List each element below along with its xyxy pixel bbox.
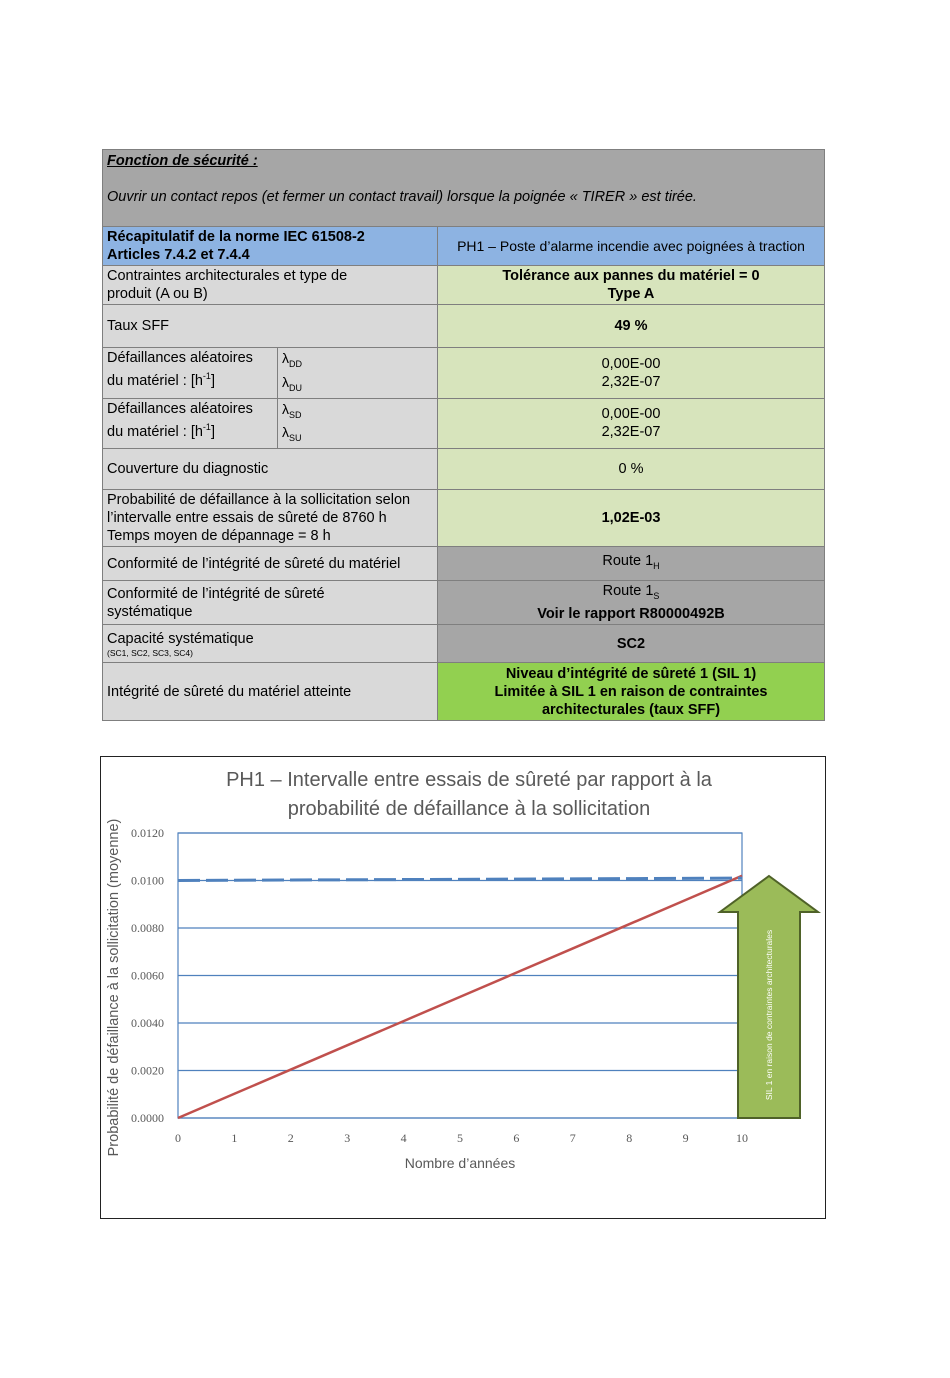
x-tick-label: 2	[287, 1131, 294, 1145]
integrite-label: Intégrité de sûreté du matériel atteinte	[103, 663, 438, 721]
probabilite-line1: Probabilité de défaillance à la sollicitation selon	[107, 492, 411, 509]
lambda-dd-value: 0,00E-00	[601, 355, 661, 372]
conformite-systematique-value	[438, 581, 825, 625]
lambda-su-value: 2,32E-07	[601, 424, 661, 441]
defaillances-s-value	[438, 398, 825, 449]
function-description-cell	[103, 150, 825, 227]
lambda-sd-value: 0,00E-00	[601, 406, 661, 423]
y-tick-label: 0.0020	[131, 1063, 164, 1078]
y-tick-label: 0.0100	[131, 873, 164, 888]
integrite-value-line3: architecturales (taux SFF)	[541, 701, 721, 718]
chart-gridlines	[178, 833, 742, 1118]
lambda-du-symbol: λ	[282, 373, 289, 390]
route-1s-sub: S	[653, 591, 660, 602]
conformite-systematique-line1: Conformité de l’intégrité de sûreté	[107, 585, 325, 602]
pfd-line	[178, 876, 742, 1118]
contraintes-label	[103, 266, 438, 305]
integrite-value	[438, 663, 825, 721]
pfd-chart	[101, 757, 825, 1218]
chart-frame	[100, 756, 826, 1219]
contraintes-value-line1: Tolérance aux pannes du matériel = 0	[502, 268, 760, 284]
defaillances-d-line2-end: ]	[210, 372, 215, 389]
x-tick-label: 1	[231, 1131, 238, 1145]
integrite-value-line1: Niveau d’intégrité de sûreté 1 (SIL 1)	[505, 665, 757, 682]
capacite-label	[103, 625, 438, 663]
function-text: Ouvrir un contact repos (et fermer un contact travail) lorsque la poignée « TIRER » est tirée.	[107, 189, 697, 205]
contraintes-value-line2: Type A	[607, 286, 655, 302]
conformite-materiel-value	[438, 547, 825, 581]
chart-x-axis-label: Nombre d’années	[404, 1155, 516, 1171]
defaillances-d-value	[438, 348, 825, 399]
lambda-su-symbol: λ	[282, 424, 289, 441]
conformite-systematique-label	[103, 581, 438, 625]
product-header: PH1 – Poste d’alarme incendie avec poignées à traction	[438, 227, 825, 266]
lambda-su-sub: SU	[289, 433, 302, 444]
probabilite-line2: l’intervalle entre essais de sûreté de 8760 h	[107, 510, 387, 527]
x-tick-label: 7	[569, 1131, 576, 1145]
recap-header	[103, 227, 438, 266]
lambda-dd-sub: DD	[289, 358, 302, 369]
lambda-sd-sub: SD	[289, 409, 302, 420]
lambda-du-sub: DU	[289, 382, 302, 393]
couverture-label: Couverture du diagnostic	[103, 449, 438, 490]
defaillances-s-line2-end: ]	[210, 423, 215, 440]
chart-title-line2: probabilité de défaillance à la sollicitation	[287, 798, 651, 820]
route-1h: Route 1	[602, 553, 654, 570]
sil-arrow-label: SIL 1 en raison de contraintes architecturales	[764, 929, 774, 1101]
defaillances-d-exp: -1	[202, 371, 211, 381]
x-tick-label: 9	[682, 1131, 689, 1145]
couverture-value: 0 %	[438, 449, 825, 490]
function-title: Fonction de sécurité :	[107, 153, 258, 169]
x-tick-label: 10	[736, 1131, 748, 1145]
sff-label: Taux SFF	[103, 305, 438, 348]
y-tick-label: 0.0120	[131, 826, 164, 840]
capacite-options: (SC1, SC2, SC3, SC4)	[107, 647, 193, 658]
sff-value: 49 %	[438, 305, 825, 348]
probabilite-label	[103, 490, 438, 547]
conformite-materiel-label: Conformité de l’intégrité de sûreté du matériel	[103, 547, 438, 581]
probabilite-value: 1,02E-03	[438, 490, 825, 547]
contraintes-label-line2: produit (A ou B)	[107, 286, 208, 302]
safety-function-table	[102, 149, 825, 721]
integrite-value-line2: Limitée à SIL 1 en raison de contraintes	[494, 683, 768, 700]
conformite-systematique-line2: systématique	[107, 603, 193, 620]
y-tick-label: 0.0080	[131, 921, 164, 935]
capacite-label-text: Capacité systématique	[107, 630, 254, 647]
route-1h-sub: H	[653, 561, 660, 572]
route-1s: Route 1	[602, 583, 654, 600]
recap-line-1: Récapitulatif de la norme IEC 61508-2	[107, 229, 365, 245]
capacite-value: SC2	[438, 625, 825, 663]
x-tick-label: 0	[175, 1131, 181, 1145]
contraintes-label-line1: Contraintes architecturales et type de	[107, 268, 348, 284]
lambda-sd-symbol: λ	[282, 400, 289, 417]
x-tick-label: 6	[513, 1131, 520, 1145]
y-tick-label: 0.0040	[131, 1016, 164, 1030]
x-tick-label: 5	[457, 1131, 463, 1145]
defaillances-d-label	[103, 348, 438, 399]
lambda-dd-symbol: λ	[282, 350, 289, 366]
x-tick-label: 3	[344, 1131, 351, 1145]
y-tick-label: 0.0000	[131, 1111, 164, 1125]
chart-series	[178, 876, 742, 1118]
defaillances-s-line1: Défaillances aléatoires	[107, 400, 253, 417]
sil-arrow	[720, 876, 818, 1118]
x-tick-label: 4	[400, 1131, 407, 1145]
defaillances-d-line1: Défaillances aléatoires	[107, 350, 253, 366]
defaillances-s-label	[103, 398, 438, 449]
lambda-du-value: 2,32E-07	[601, 373, 661, 390]
rapport-reference: Voir le rapport R80000492B	[537, 606, 725, 623]
contraintes-value	[438, 266, 825, 305]
defaillances-d-line2: du matériel : [h	[107, 372, 203, 389]
probabilite-line3: Temps moyen de dépannage = 8 h	[107, 528, 331, 545]
defaillances-s-line2: du matériel : [h	[107, 423, 203, 440]
y-tick-label: 0.0060	[131, 968, 164, 983]
chart-title-line1: PH1 – Intervalle entre essais de sûreté par rapport à la	[226, 769, 712, 791]
x-tick-label: 8	[626, 1131, 633, 1145]
recap-line-2: Articles 7.4.2 et 7.4.4	[107, 247, 250, 263]
defaillances-s-exp: -1	[202, 421, 211, 432]
chart-y-axis-label: Probabilité de défaillance à la sollicitation (moyenne)	[106, 818, 122, 1157]
